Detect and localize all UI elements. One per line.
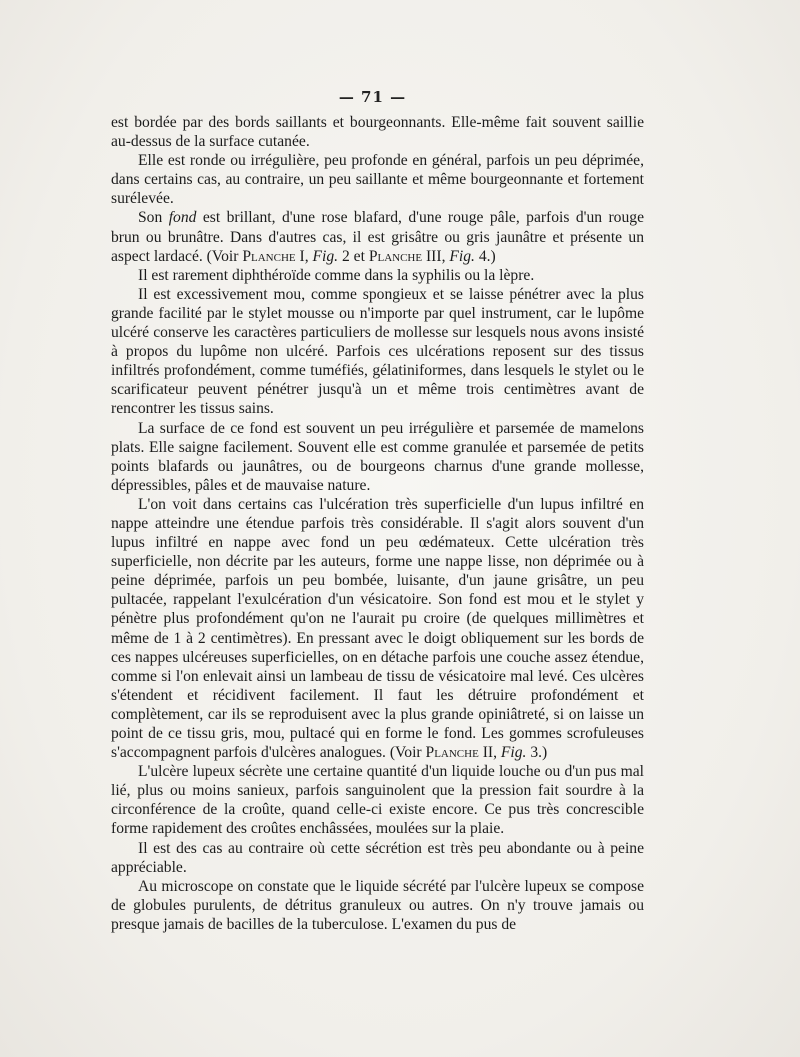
paragraph (111, 495, 644, 762)
italic-text: Fig. (449, 247, 475, 265)
paragraph (111, 151, 644, 208)
text-segment: est bordée par des bords saillants et bourgeonnants. Elle-même fait souvent saillie au-dessus de la surface cutanée. (111, 114, 644, 151)
paragraph (111, 113, 644, 151)
page-number: — 71 — (338, 88, 407, 106)
text-segment: III, (422, 247, 450, 265)
text-segment: Au microscope on constate que le liquide sécrété par l'ulcère lupeux se compose de globules purulents, de détritus granuleux ou autres. On n'y trouve jamais ou presque jamais de bacilles de la tuberculose. L'examen du pus de (111, 877, 644, 933)
small-caps-text: Planche (425, 744, 479, 762)
body-text (111, 113, 644, 934)
text-segment: Elle est ronde ou irrégulière, peu profonde en général, parfois un peu déprimée, dans certains cas, au contraire, un peu saillante et même bourgeonnante et fortement surélevée. (111, 152, 644, 208)
text-segment: Il est des cas au contraire où cette sécrétion est très peu abondante ou à peine appréciable. (111, 839, 644, 876)
paragraph (111, 208, 644, 265)
paragraph (111, 266, 644, 285)
paragraph (111, 839, 644, 877)
text-segment: L'on voit dans certains cas l'ulcération très superficielle d'un lupus infiltré en nappe atteindre une étendue parfois très considérable. Il s'agit alors souvent d'un lupus infiltré en nappe avec fond un peu œdémateux. Cette ulcération très superficielle, non décrite par les auteurs, forme une nappe lisse, non déprimée ou à peine déprimée, parfois un peu bombée, luisante, d'un jaune grisâtre, un peu pultacée, rappelant l'exulcération d'un vésicatoire. Son fond est mou et le stylet y pénètre plus profondément qu'on ne l'aurait pu croire (de quelques millimètres et même de 1 à 2 centimètres). En pressant avec le doigt obliquement sur les bords de ces nappes ulcéreuses superficielles, on en détache parfois une couche assez étendue, comme si l'on enlevait ainsi un lambeau de tissu de vésicatoire mal levé. Ces ulcères s'étendent et récidivent facilement. Il faut les détruire profondément et complètement, car ils se reproduisent avec la plus grande opiniâtreté, si on laisse un point de ce tissu gris, mou, pultacé qui en forme le fond. Les gommes scrofuleuses s'accompagnent parfois d'ulcères analogues. (Voir (111, 495, 644, 762)
text-segment: Son (138, 209, 169, 227)
paragraph (111, 762, 644, 838)
text-segment: 4.) (474, 247, 496, 265)
paragraph (111, 877, 644, 934)
text-segment: La surface de ce fond est souvent un peu irrégulière et parsemée de mamelons plats. Elle saigne facilement. Souvent elle est comme granulée et parsemée de petits points blafards ou jaunâtres, ou de bourgeons charnus d'une grande mollesse, dépressibles, pâles et de mauvaise nature. (111, 419, 644, 494)
text-segment: Il est excessivement mou, comme spongieux et se laisse pénétrer avec la plus grande facilité par le stylet mousse ou n'importe par quel instrument, car le lupôme ulcéré conserve les caractères particuliers de mollesse sur lesquels nous avons insisté à propos du lupôme non ulcéré. Parfois ces ulcérations reposent sur des tissus infiltrés profondément, comme tuméfiés, gélatiniformes, dans lesquels le stylet ou le scarificateur peuvent pénétrer jusqu'à un et même trois centimètres avant de rencontrer les tissus sains. (111, 285, 644, 418)
text-segment: est brillant, d'une rose blafard, d'une rouge pâle, parfois d'un rouge brun ou brunâtre. Dans d'autres cas, il est grisâtre ou gris jaunâtre et présente un aspect lardacé. (Voir (111, 209, 644, 265)
text-segment: II, (478, 744, 501, 762)
text-segment: L'ulcère lupeux sécrète une certaine quantité d'un liquide louche ou d'un pus mal lié, plus ou moins sanieux, parfois sanguinolent que la pression fait sourdre à la circonférence de la croûte, quand celle-ci existe encore. Ce pus très concrescible forme rapidement des croûtes enchâssées, moulées sur la plaie. (111, 763, 644, 838)
text-segment: Il est rarement diphthéroïde comme dans la syphilis ou la lèpre. (138, 266, 535, 284)
text-segment: I, (295, 247, 313, 265)
paragraph (111, 419, 644, 495)
small-caps-text: Planche (368, 247, 423, 265)
italic-text: Fig. (500, 744, 527, 762)
italic-text: fond (168, 209, 197, 227)
small-caps-text: Planche (242, 247, 296, 265)
text-segment: 2 et (338, 247, 369, 265)
paragraph (111, 285, 644, 419)
text-segment: 3.) (526, 744, 548, 762)
italic-text: Fig. (312, 247, 339, 265)
